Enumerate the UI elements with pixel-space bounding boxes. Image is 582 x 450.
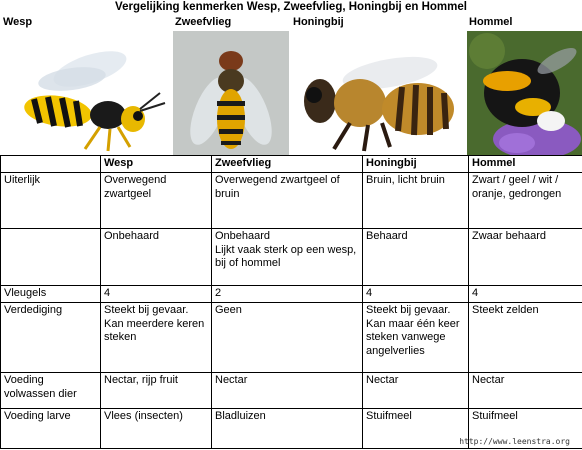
row-label: Vleugels: [1, 286, 101, 303]
table-cell: Zwaar behaard: [469, 229, 582, 286]
column-header-hommel: Hommel: [469, 156, 582, 173]
row-label: Voeding larve: [1, 409, 101, 449]
column-header-honingbij: Honingbij: [363, 156, 469, 173]
table-cell: Overwegend zwartgeel: [101, 173, 212, 229]
table-cell: Steekt zelden: [469, 303, 582, 373]
table-cell: Onbehaard Lijkt vaak sterk op een wesp, bij of hommel: [212, 229, 363, 286]
header-wesp: Wesp: [3, 16, 33, 28]
table-row: [1, 303, 582, 373]
table-cell: Onbehaard: [101, 229, 212, 286]
table-row: [1, 373, 582, 409]
header-hommel: Hommel: [469, 16, 513, 28]
table-cell: Zwart / geel / wit / oranje, gedrongen: [469, 173, 582, 229]
table-cell: 2: [212, 286, 363, 303]
row-label: Verdediging: [1, 303, 101, 373]
bumblebee-photo: [467, 31, 582, 156]
row-label: [1, 229, 101, 286]
table-cell: 4: [101, 286, 212, 303]
header-zweefvlieg: Zweefvlieg: [175, 16, 232, 28]
table-cell: Bladluizen: [212, 409, 363, 449]
table-cell: Geen: [212, 303, 363, 373]
row-label: Uiterlijk: [1, 173, 101, 229]
table-cell: Steekt bij gevaar. Kan maar één keer steken vanwege angelverlies: [363, 303, 469, 373]
row-label: Voeding volwassen dier: [1, 373, 101, 409]
column-header-zweefvlieg: Zweefvlieg: [212, 156, 363, 173]
table-row: [1, 286, 582, 303]
table-cell: Steekt bij gevaar. Kan meerdere keren steken: [101, 303, 212, 373]
watermark-url: http://www.leenstra.org: [459, 437, 570, 446]
table-header-row: [1, 156, 582, 173]
table-cell: Stuifmeel: [469, 409, 582, 449]
comparison-table: [0, 155, 582, 449]
table-cell: Bruin, licht bruin: [363, 173, 469, 229]
table-cell: 4: [469, 286, 582, 303]
table-cell: 4: [363, 286, 469, 303]
table-cell: Behaard: [363, 229, 469, 286]
honeybee-photo: [290, 31, 466, 156]
column-header-wesp: Wesp: [101, 156, 212, 173]
table-cell: Overwegend zwartgeel of bruin: [212, 173, 363, 229]
table-cell: Vlees (insecten): [101, 409, 212, 449]
wasp-photo: [0, 31, 172, 156]
table-cell: Nectar: [363, 373, 469, 409]
table-cell: Nectar: [469, 373, 582, 409]
header-honingbij: Honingbij: [293, 16, 344, 28]
hoverfly-photo: [173, 31, 289, 156]
table-cell: Nectar: [212, 373, 363, 409]
table-cell: Stuifmeel: [363, 409, 469, 449]
table-row: [1, 229, 582, 286]
page-title: Vergelijking kenmerken Wesp, Zweefvlieg, Honingbij en Hommel: [115, 1, 467, 13]
table-row: [1, 173, 582, 229]
header-empty-cell: [1, 156, 101, 173]
table-cell: Nectar, rijp fruit: [101, 373, 212, 409]
